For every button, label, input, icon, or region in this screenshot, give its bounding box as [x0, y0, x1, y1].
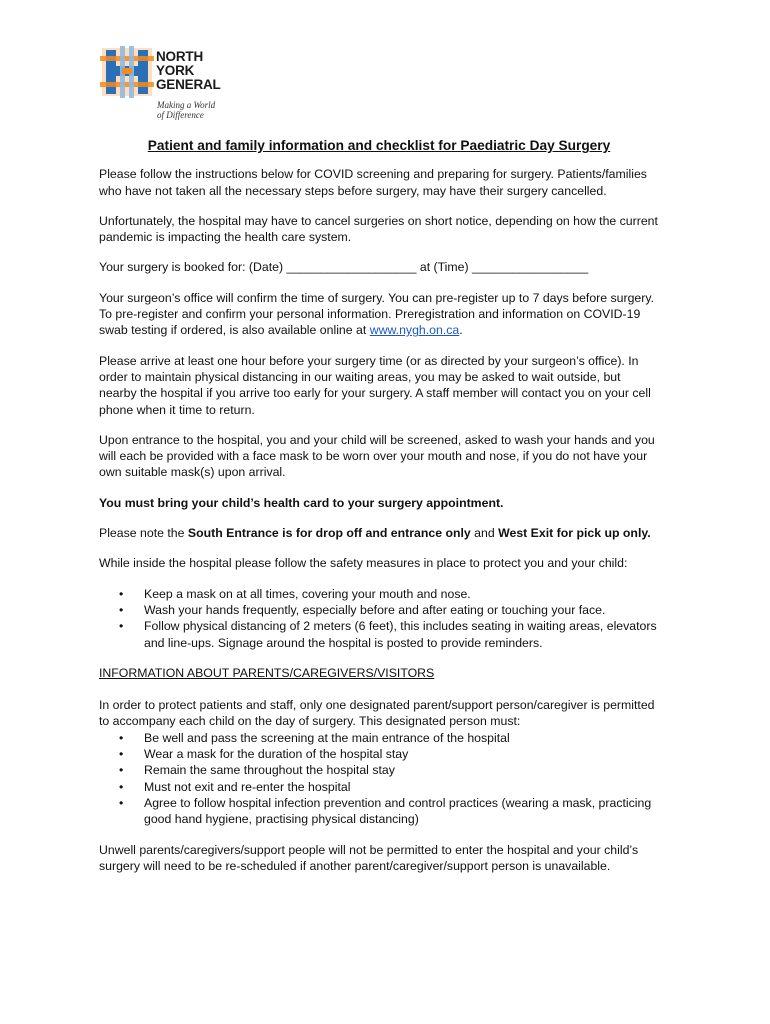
logo-tagline-line: of Difference	[157, 110, 204, 120]
preregistration-text: Your surgeon’s office will confirm the time of surgery. You can pre-register up to 7 days before surgery. To pre-register and confirm your personal information. Preregistration and information on COVID-19 swab testing if ordered, is also available online at	[99, 290, 655, 338]
list-item: • Remain the same throughout the hospital stay	[99, 762, 659, 778]
nygh-logo-icon	[100, 46, 154, 98]
list-item: • Must not exit and re-enter the hospital	[99, 779, 659, 795]
screening-paragraph: Upon entrance to the hospital, you and your child will be screened, asked to wash your hands and you will each be provided with a face mask to be worn over your mouth and nose, if you do not have your own suitable mask(s) upon arrival.	[99, 432, 655, 480]
parent-requirements-list	[99, 730, 659, 828]
logo-name-line: NORTH	[156, 49, 203, 64]
intro-paragraph: Please follow the instructions below for COVID screening and preparing for surgery. Patients/families who have not taken all the necessary steps before surgery, may have their surgery cancelled.	[99, 167, 647, 198]
logo-name-line: GENERAL	[156, 77, 221, 92]
hospital-logo	[100, 46, 240, 126]
entrance-notice-c: and	[470, 526, 499, 541]
unwell-parents-paragraph: Unwell parents/caregivers/support people will not be permitted to enter the hospital and your child’s surgery will need to be re-scheduled if another parent/caregiver/support person is unavailable.	[99, 842, 639, 873]
entrance-notice-b: South Entrance is for drop off and entrance only	[187, 526, 471, 541]
parent-intro: In order to protect patients and staff, only one designated parent/support person/caregiver is permitted to accompany each child on the day of surgery. This designated person must:	[99, 698, 655, 729]
list-item: • Follow physical distancing of 2 meters (6 feet), this includes seating in waiting areas, elevators and line-ups. Signage around the hospital is posted to provide reminders.	[99, 618, 659, 651]
entrance-notice	[99, 525, 659, 541]
logo-tagline-line: Making a World	[157, 100, 216, 110]
list-item: • Wear a mask for the duration of the hospital stay	[99, 746, 659, 762]
section-heading: INFORMATION ABOUT PARENTS/CAREGIVERS/VISITORS	[99, 665, 435, 680]
list-item: • Agree to follow hospital infection prevention and control practices (wearing a mask, practicing good hand hygiene, practising physical distancing)	[99, 795, 659, 828]
entrance-notice-d: West Exit for pick up only.	[498, 526, 651, 541]
preregistration-paragraph	[99, 290, 659, 339]
safety-list	[99, 586, 659, 651]
booking-line: Your surgery is booked for: (Date) ___________________ at (Time) _________________	[99, 260, 589, 275]
logo-tagline	[157, 100, 215, 120]
list-item: • Be well and pass the screening at the main entrance of the hospital	[99, 730, 659, 746]
safety-intro: While inside the hospital please follow the safety measures in place to protect you and your child:	[99, 556, 628, 571]
website-link[interactable]: www.nygh.on.ca	[369, 323, 460, 338]
cancellation-paragraph: Unfortunately, the hospital may have to cancel surgeries on short notice, depending on how the current pandemic is impacting the health care system.	[99, 213, 658, 245]
logo-wordmark	[156, 50, 221, 92]
arrival-paragraph: Please arrive at least one hour before your surgery time (or as directed by your surgeon’s office). In order to maintain physical distancing in our waiting areas, you may be asked to wait outside, but nearby the hospital if you arrive too early for your surgery. A staff member will contact you on your cell phone when it time to return.	[99, 353, 651, 417]
list-item: • Keep a mask on at all times, covering your mouth and nose.	[99, 586, 659, 602]
preregistration-end: .	[459, 323, 463, 338]
document-title: Patient and family information and checklist for Paediatric Day Surgery	[147, 138, 611, 153]
logo-name-line: YORK	[156, 63, 195, 78]
entrance-notice-a: Please note the	[99, 526, 188, 541]
document-body	[99, 138, 659, 888]
health-card-notice: You must bring your child’s health card to your surgery appointment.	[99, 495, 504, 510]
list-item: • Wash your hands frequently, especially before and after eating or touching your face.	[99, 602, 659, 618]
